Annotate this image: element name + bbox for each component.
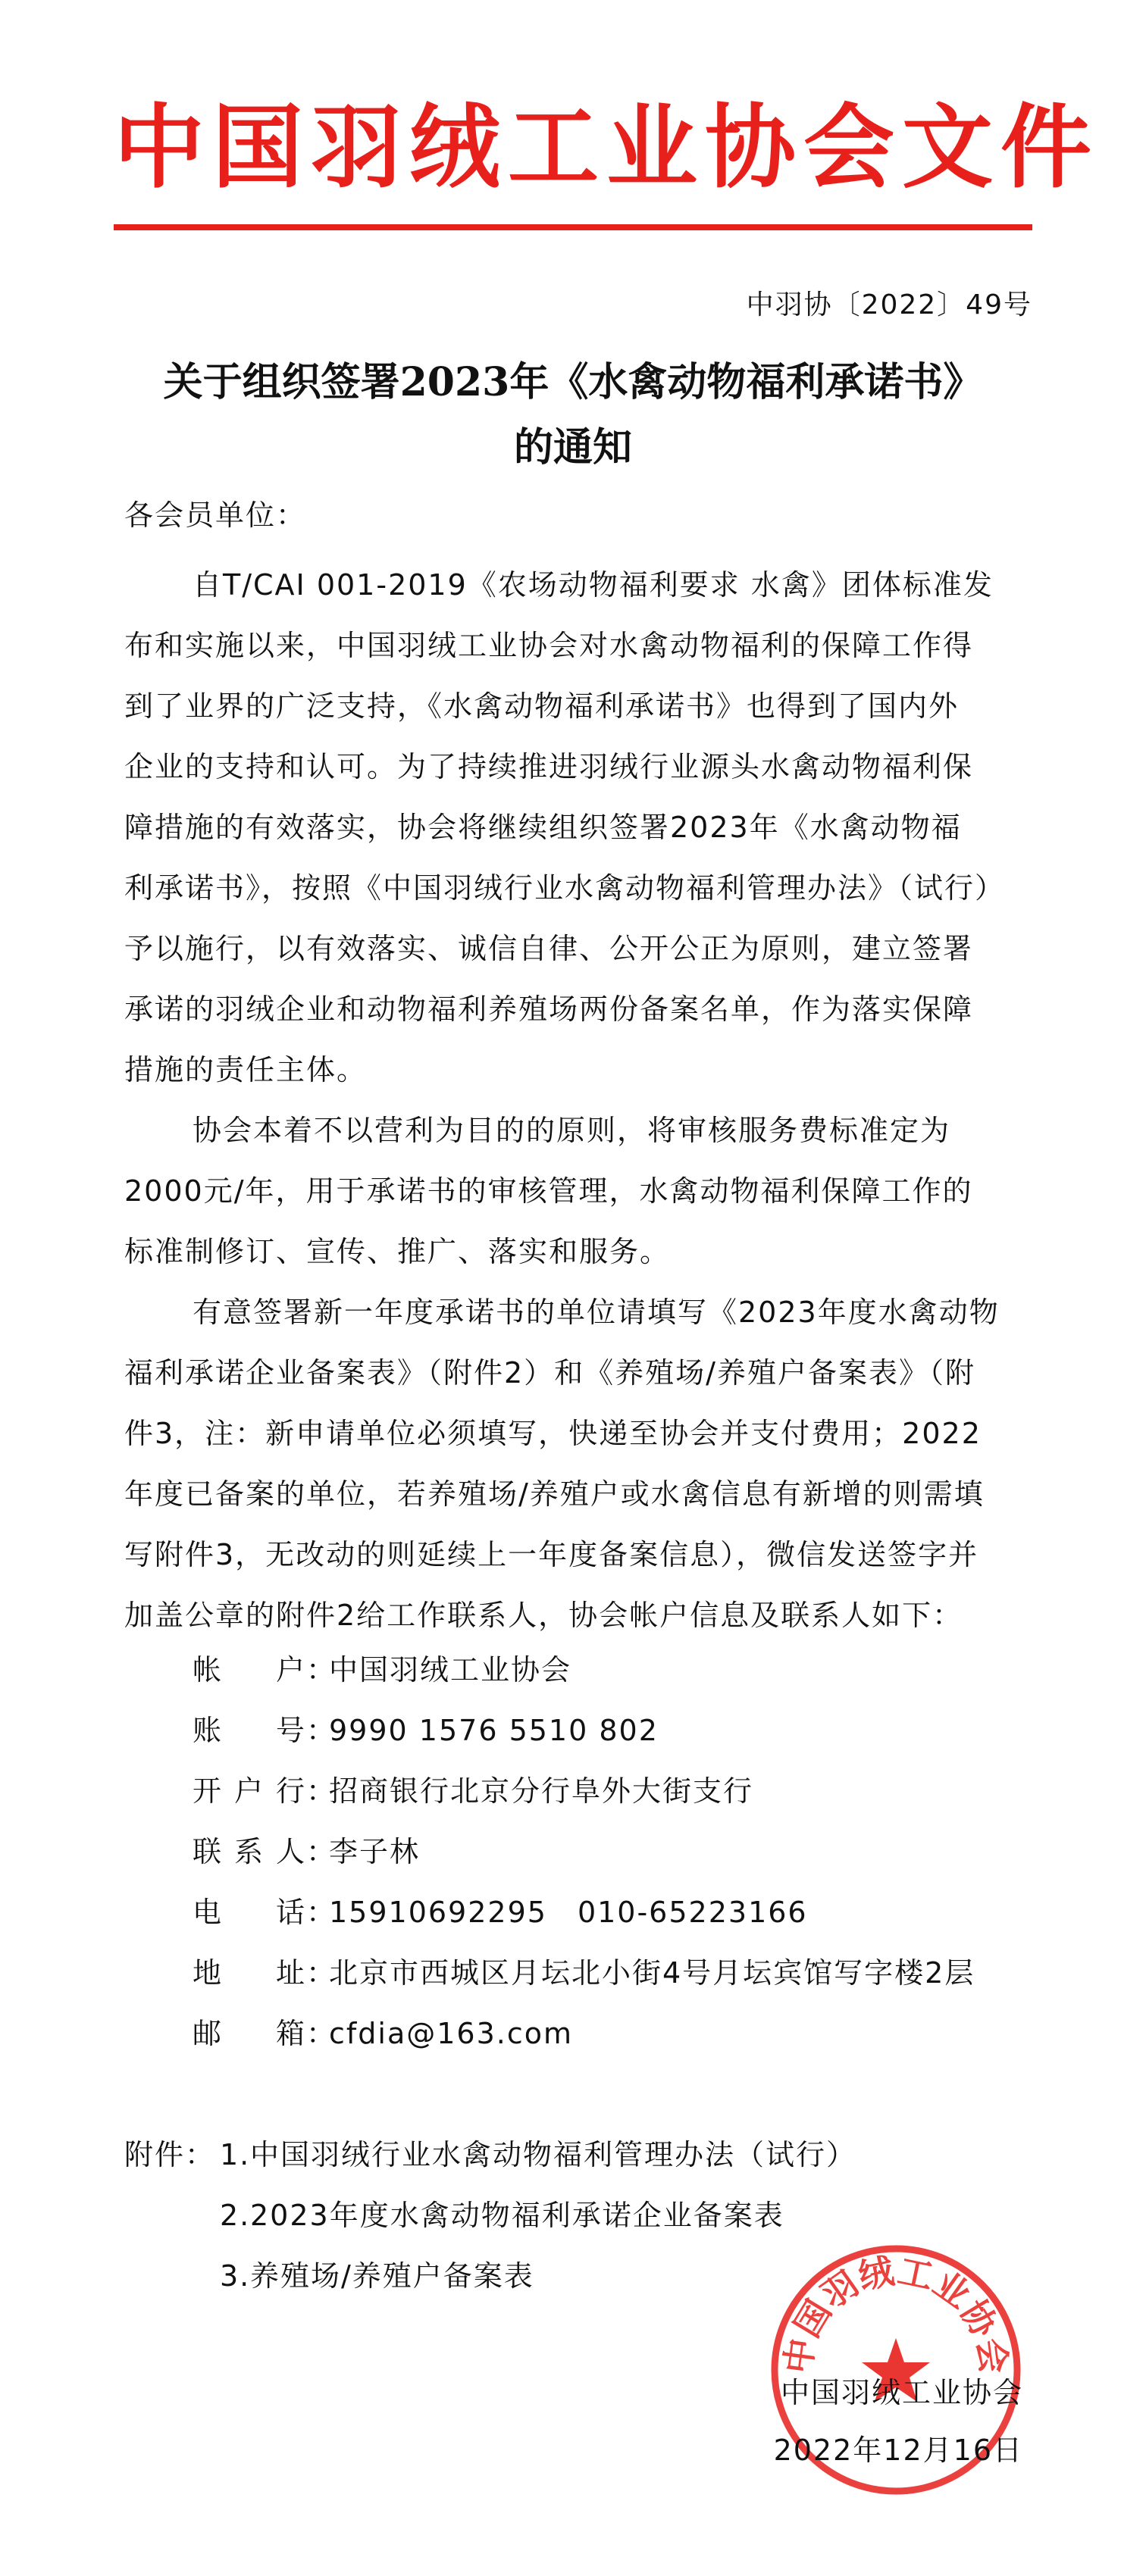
contact-row-account-number bbox=[193, 1700, 975, 1761]
contact-value: 北京市西城区月坛北小街4号月坛宾馆写字楼2层 bbox=[329, 1956, 975, 1990]
paragraph-line: 协会本着不以营利为目的的原则，将审核服务费标准定为 bbox=[193, 1114, 951, 1147]
contact-value: cfdia@163.com bbox=[329, 2017, 574, 2050]
attachments-list bbox=[124, 2124, 856, 2306]
paragraph-line: 年度已备案的单位，若养殖场/养殖户或水禽信息有新增的则需填 bbox=[124, 1477, 985, 1511]
notice-title-line-1: 关于组织签署2023年《水禽动物福利承诺书》 bbox=[163, 359, 983, 405]
contact-colon: ： bbox=[306, 1714, 337, 1747]
paragraph-line: 2000元/年，用于承诺书的审核管理，水禽动物福利保障工作的 bbox=[124, 1174, 973, 1208]
paragraph-line: 自T/CAI 001-2019《农场动物福利要求 水禽》团体标准发 bbox=[193, 568, 994, 602]
contact-label: 联系人 bbox=[193, 1835, 306, 1868]
salutation: 各会员单位： bbox=[124, 499, 307, 532]
attachment-item bbox=[124, 2185, 856, 2246]
contact-colon: ： bbox=[306, 1896, 337, 1929]
document-number: 中羽协〔2022〕49号 bbox=[746, 289, 1032, 320]
body-paragraph-3 bbox=[124, 1282, 1034, 1646]
contact-row-address bbox=[193, 1943, 975, 2003]
paragraph-line: 布和实施以来，中国羽绒工业协会对水禽动物福利的保障工作得 bbox=[124, 629, 974, 662]
contact-colon: ： bbox=[306, 1956, 337, 1990]
paragraph-line: 承诺的羽绒企业和动物福利养殖场两份备案名单，作为落实保障 bbox=[124, 993, 974, 1026]
paragraph-line: 企业的支持和认可。为了持续推进羽绒行业源头水禽动物福利保 bbox=[124, 750, 974, 783]
seal-text-path: 中国羽绒工业协会 bbox=[777, 2249, 1015, 2376]
notice-title-line-2: 的通知 bbox=[513, 424, 632, 470]
paragraph-line: 件3，注：新申请单位必须填写，快递至协会并支付费用；2022 bbox=[124, 1417, 982, 1450]
paragraph-line: 标准制修订、宣传、推广、落实和服务。 bbox=[124, 1235, 671, 1268]
paragraph-line: 障措施的有效落实，协会将继续组织签署2023年《水禽动物福 bbox=[124, 811, 962, 844]
contact-row-email bbox=[193, 2003, 975, 2064]
contact-row-bank bbox=[193, 1761, 975, 1821]
masthead-title: 中国羽绒工业协会文件 bbox=[114, 94, 1099, 201]
contact-value: 中国羽绒工业协会 bbox=[329, 1653, 572, 1687]
contact-label: 帐户 bbox=[193, 1653, 306, 1687]
paragraph-line: 有意签署新一年度承诺书的单位请填写《2023年度水禽动物 bbox=[193, 1296, 1000, 1329]
attachment-item bbox=[124, 2246, 856, 2306]
paragraph-line: 措施的责任主体。 bbox=[124, 1053, 368, 1086]
attachments-heading: 附件： bbox=[124, 2138, 216, 2171]
body-paragraph-1 bbox=[124, 555, 1034, 1100]
signing-date: 2022年12月16日 bbox=[773, 2434, 1023, 2467]
contact-label: 账号 bbox=[193, 1714, 306, 1747]
paragraph-line: 写附件3，无改动的则延续上一年度备案信息），微信发送签字并 bbox=[124, 1538, 979, 1571]
paragraph-line: 福利承诺企业备案表》（附件2）和《养殖场/养殖户备案表》（附 bbox=[124, 1356, 975, 1390]
contact-colon: ： bbox=[306, 1835, 337, 1868]
contact-info bbox=[193, 1640, 975, 2064]
attachment-title: 2023年度水禽动物福利承诺企业备案表 bbox=[250, 2199, 784, 2232]
contact-colon: ： bbox=[306, 2017, 337, 2050]
body-paragraph-2 bbox=[124, 1100, 1034, 1282]
attachment-title: 养殖场/养殖户备案表 bbox=[250, 2259, 534, 2293]
contact-value: 招商银行北京分行阜外大街支行 bbox=[329, 1774, 754, 1808]
paragraph-line: 到了业界的广泛支持，《水禽动物福利承诺书》也得到了国内外 bbox=[124, 689, 960, 723]
paragraph-line: 利承诺书》，按照《中国羽绒行业水禽动物福利管理办法》（试行） bbox=[124, 871, 1006, 905]
contact-row-account-name bbox=[193, 1640, 975, 1700]
attachment-number: 3. bbox=[220, 2259, 251, 2293]
contact-label: 电话 bbox=[193, 1896, 306, 1929]
contact-value: 李子林 bbox=[329, 1835, 421, 1868]
masthead-red-rule bbox=[114, 224, 1032, 230]
contact-label: 开户行 bbox=[193, 1774, 306, 1808]
contact-label: 邮箱 bbox=[193, 2017, 306, 2050]
contact-value: 15910692295 010-65223166 bbox=[329, 1896, 808, 1929]
notice-title bbox=[114, 350, 1032, 480]
signature-block bbox=[774, 2364, 1023, 2479]
paragraph-line: 予以施行，以有效落实、诚信自律、公开公正为原则，建立签署 bbox=[124, 932, 974, 965]
paragraph-line: 加盖公章的附件2给工作联系人，协会帐户信息及联系人如下： bbox=[124, 1599, 963, 1632]
contact-colon: ： bbox=[306, 1653, 337, 1687]
contact-value: 9990 1576 5510 802 bbox=[329, 1714, 659, 1747]
attachment-item bbox=[124, 2124, 856, 2185]
contact-colon: ： bbox=[306, 1774, 337, 1808]
contact-row-person bbox=[193, 1821, 975, 1882]
attachment-number: 1. bbox=[220, 2138, 251, 2171]
contact-label: 地址 bbox=[193, 1956, 306, 1990]
contact-row-phone bbox=[193, 1882, 975, 1943]
signing-organization: 中国羽绒工业协会 bbox=[780, 2376, 1023, 2409]
attachment-number: 2. bbox=[220, 2199, 251, 2232]
attachment-title: 中国羽绒行业水禽动物福利管理办法（试行） bbox=[250, 2138, 857, 2171]
